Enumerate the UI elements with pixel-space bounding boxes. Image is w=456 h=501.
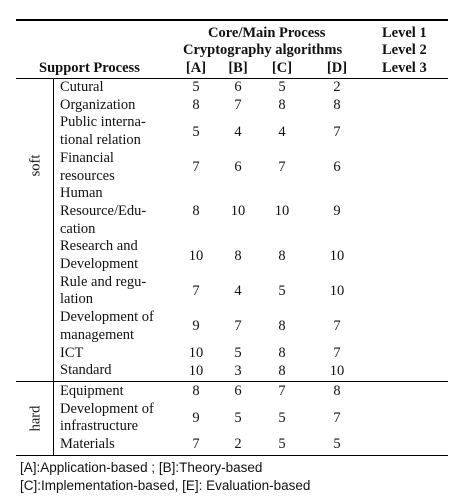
- cell-value: 8: [192, 97, 200, 114]
- row-label: Development: [60, 256, 139, 272]
- column-header-a: [A]: [185, 60, 207, 76]
- cell-value: 7: [333, 318, 341, 335]
- cell-value: 9: [333, 203, 341, 220]
- cell-value: 10: [329, 362, 345, 379]
- cell-value: 10: [188, 247, 204, 264]
- cell-value: 8: [192, 203, 200, 220]
- cell-value: 5: [192, 79, 200, 96]
- cell-value: 8: [278, 97, 286, 114]
- footnote-line-2: [C]:Implementation-based, [E]: Evaluation-based: [20, 478, 311, 493]
- column-header-b: [B]: [228, 60, 248, 76]
- support-process-heading: Support Process: [39, 60, 140, 76]
- group-column-divider: [53, 78, 54, 455]
- cell-value: 10: [329, 247, 345, 264]
- cell-value: 8: [278, 247, 286, 264]
- footnote-line-1: [A]:Application-based ; [B]:Theory-based: [20, 460, 263, 475]
- cell-value: 8: [278, 362, 286, 379]
- column-header-d: [D]: [326, 60, 348, 76]
- cell-value: 7: [234, 97, 242, 114]
- row-label: Standard: [60, 362, 112, 379]
- row-label: ICT: [60, 344, 84, 361]
- cell-value: 7: [192, 282, 200, 299]
- cell-value: 7: [192, 436, 200, 453]
- cell-value: 6: [234, 383, 242, 400]
- cell-value: 10: [188, 344, 204, 361]
- cell-value: 2: [234, 436, 242, 453]
- cell-value: 5: [192, 123, 200, 140]
- row-label: Public interna-: [60, 114, 146, 131]
- row-label: management: [60, 326, 135, 343]
- core-process-heading: Core/Main Process: [208, 25, 326, 41]
- cell-value: 7: [192, 159, 200, 175]
- row-label: Human: [60, 185, 103, 202]
- level-2-label: Level 2: [382, 42, 427, 58]
- cell-value: 6: [234, 159, 242, 175]
- cell-value: 9: [192, 409, 200, 426]
- row-label: cation: [60, 220, 96, 237]
- cell-value: 5: [234, 344, 242, 361]
- cell-value: 8: [278, 344, 286, 361]
- row-label: Cutural: [60, 79, 104, 95]
- row-label: infrastructure: [60, 418, 139, 435]
- cell-value: 5: [234, 409, 242, 426]
- row-label: resources: [60, 167, 115, 184]
- row-label: Rule and regu-: [60, 273, 147, 290]
- cell-value: 5: [278, 409, 286, 426]
- level-1-label: Level 1: [382, 25, 427, 41]
- cell-value: 8: [278, 318, 286, 335]
- cell-value: 3: [234, 362, 242, 379]
- cell-value: 7: [333, 123, 341, 140]
- column-header-c: [C]: [271, 60, 293, 76]
- cell-value: 5: [278, 436, 286, 453]
- cell-value: 8: [192, 383, 200, 400]
- soft-group-label: soft: [27, 154, 44, 177]
- row-label: Research and: [60, 238, 138, 255]
- cell-value: 10: [274, 203, 290, 220]
- cell-value: 7: [333, 409, 341, 426]
- cell-value: 10: [230, 203, 246, 220]
- cell-value: 8: [234, 247, 242, 264]
- cell-value: 10: [188, 362, 204, 379]
- row-label: Materials: [60, 436, 115, 453]
- row-label: Organization: [60, 96, 136, 113]
- row-label: Financial: [60, 149, 114, 166]
- cell-value: 10: [329, 282, 345, 299]
- top-rule: [16, 19, 448, 21]
- cell-value: 6: [234, 79, 242, 96]
- cell-value: 5: [333, 436, 341, 453]
- group-separator-rule: [16, 381, 448, 382]
- cell-value: 9: [192, 318, 200, 335]
- cell-value: 7: [234, 318, 242, 335]
- cell-value: 8: [333, 383, 341, 400]
- cell-value: 7: [278, 159, 286, 175]
- level-3-label: Level 3: [382, 60, 427, 76]
- row-label: Resource/Edu-: [60, 202, 147, 219]
- row-label: Development of: [60, 309, 154, 326]
- cryptography-heading: Cryptography algorithms: [183, 42, 343, 58]
- row-label: Equipment: [60, 383, 124, 399]
- bottom-rule: [16, 455, 448, 456]
- row-label: tional relation: [60, 132, 141, 149]
- cell-value: 5: [278, 79, 286, 96]
- row-label: Development of: [60, 400, 154, 417]
- cell-value: 2: [333, 79, 341, 96]
- hard-group-label: hard: [27, 405, 44, 432]
- cell-value: 7: [333, 344, 341, 361]
- row-label: lation: [60, 291, 94, 308]
- cell-value: 4: [234, 282, 242, 299]
- cell-value: 4: [234, 123, 242, 140]
- cell-value: 7: [278, 383, 286, 400]
- cell-value: 5: [278, 282, 286, 299]
- cell-value: 4: [278, 123, 286, 140]
- cell-value: 6: [333, 159, 341, 175]
- cell-value: 8: [333, 97, 341, 114]
